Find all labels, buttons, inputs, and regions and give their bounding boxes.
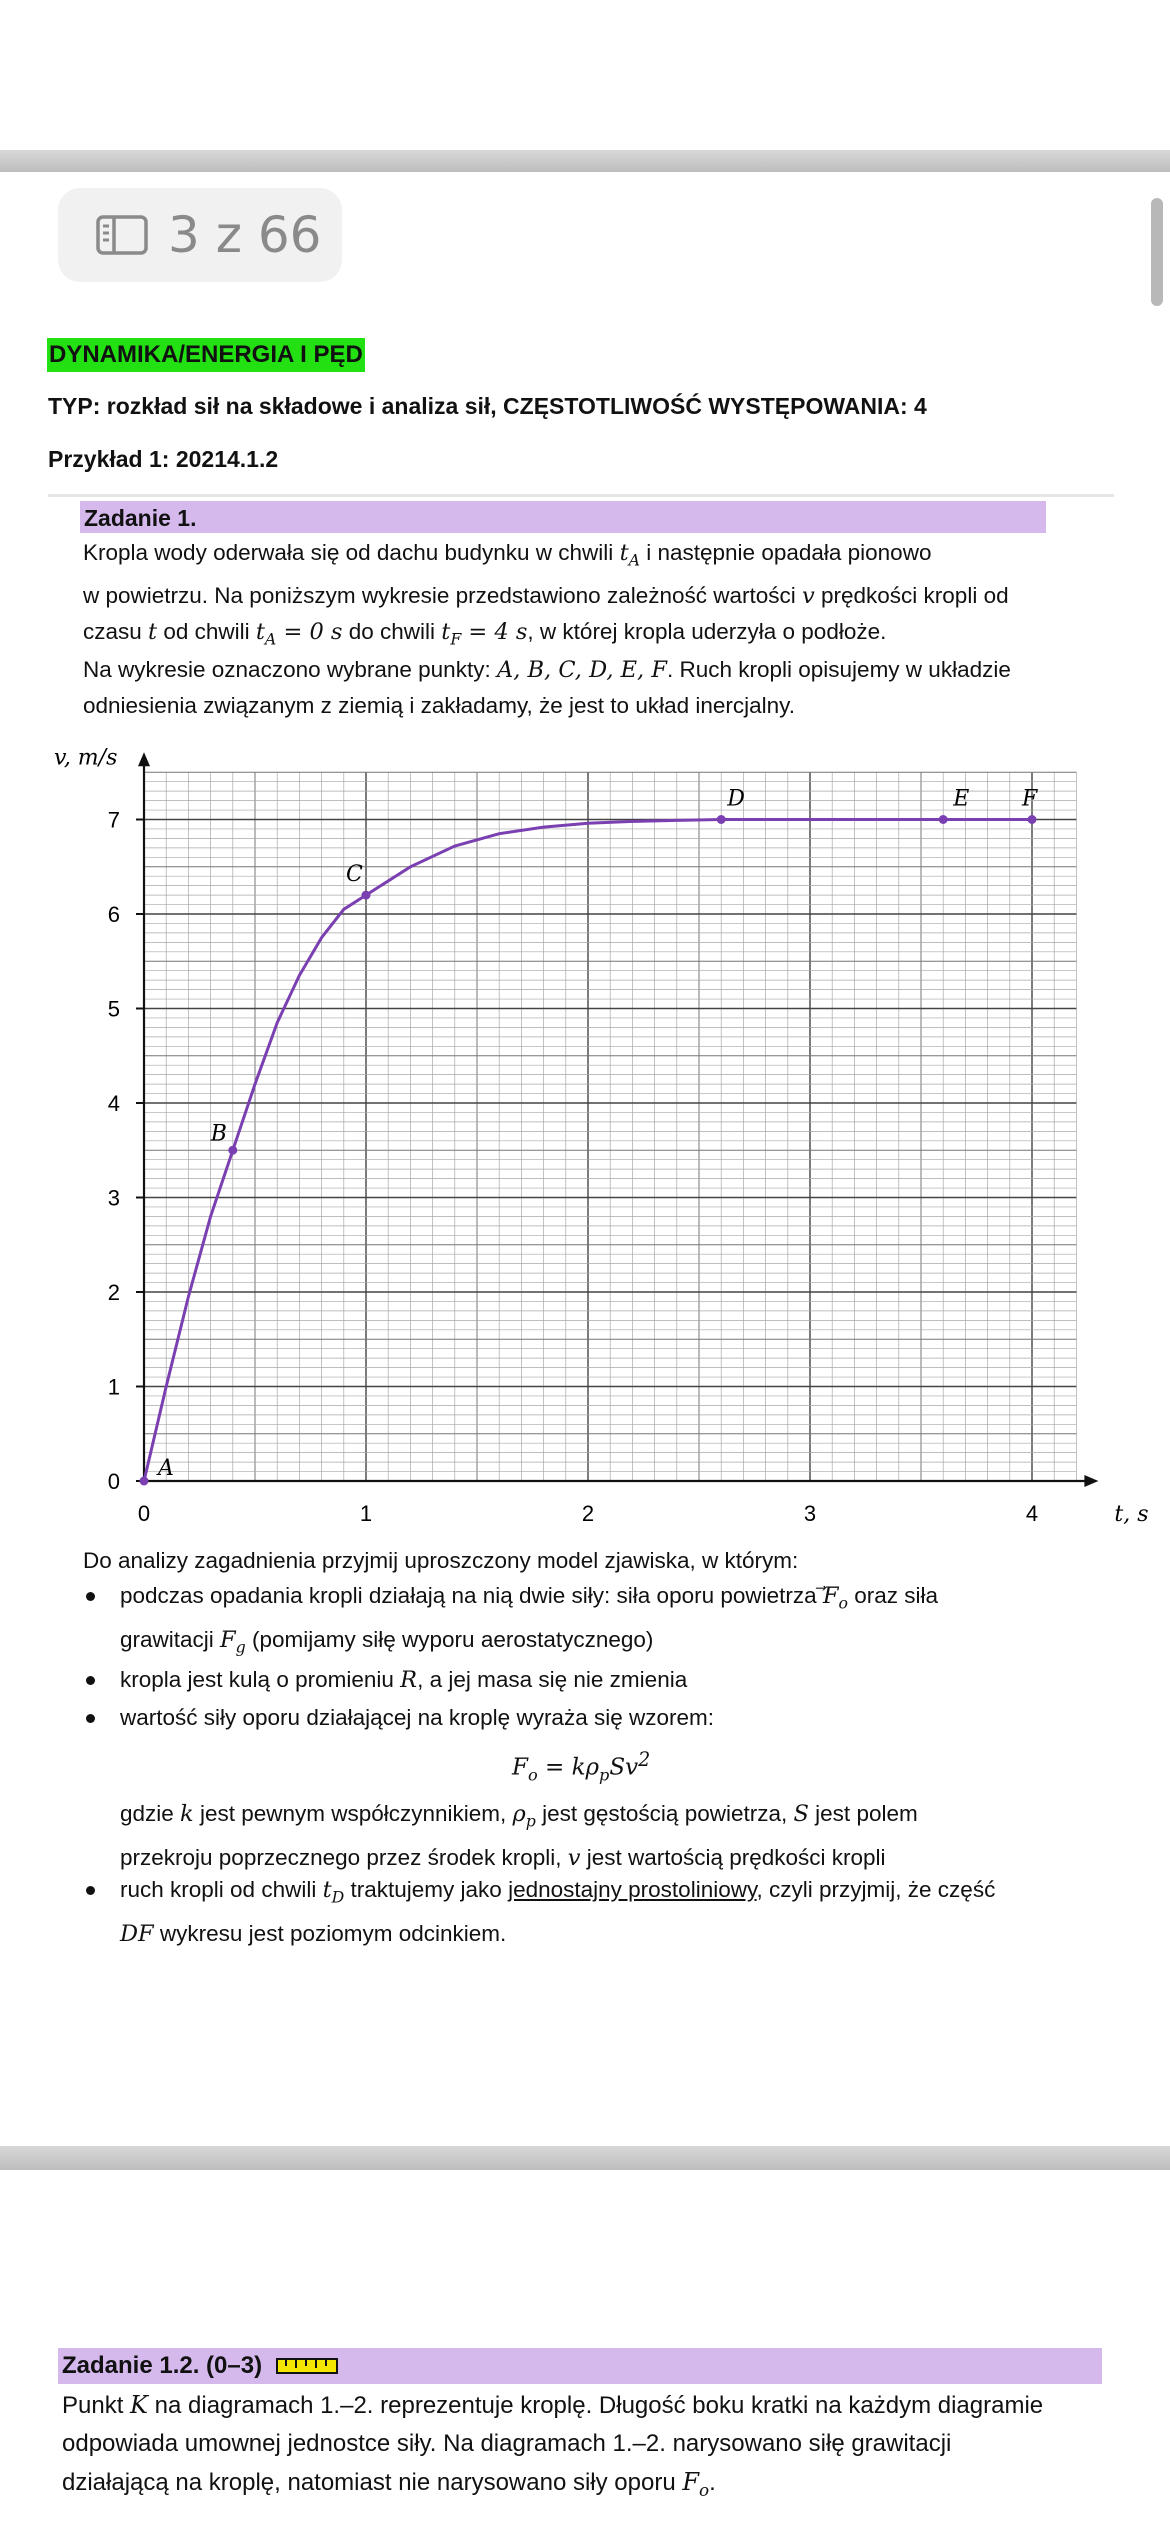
list-item: wartość siły oporu działającej na kroplę wyraża się wzorem: [120, 1700, 1060, 1736]
y-tick-label: 2 [107, 1280, 120, 1305]
point-label-E: E [953, 786, 970, 812]
task-paragraph-1: Kropla wody oderwała się od dachu budynku w chwili $t_A$ i następnie opadała pionowo w powietrzu. Na poniższym wykresie przedstawiono zależność wartości v prędkości kropli od czasu t od chwili $t_A = 0$ s do chwili $t_F = 4$ s, w której kropla uderzyła o podłoże. [83, 540, 1009, 648]
x-tick-label: 0 [137, 1501, 151, 1526]
point-label-F: F [1022, 786, 1038, 812]
list-item: ruch kropli od chwili $t_D$ traktujemy jako jednostajny prostoliniowy, czyli przyjmij, że część DF wykresu jest poziomym odcinkiem. [120, 1872, 1060, 1952]
point-label-D: D [727, 786, 745, 812]
y-axis-label: v, m/s [54, 746, 118, 771]
topic-tag: DYNAMIKA/ENERGIA I PĘD [47, 338, 365, 372]
task-title: Zadanie 1. [80, 501, 1046, 533]
task-1-2-title: Zadanie 1.2. (0–3) [58, 2348, 1102, 2384]
point-A [140, 1477, 149, 1486]
list-item: podczas opadania kropli działają na nią dwie siły: siła oporu powietrza $F_o$ oraz siła grawitacji $F_g$ (pomijamy siłę wyporu aerostatycznego) [120, 1578, 1060, 1665]
task-paragraph-2: Na wykresie oznaczono wybrane punkty: A, B, C, D, E, F. Ruch kropli opisujemy w układzie odniesienia związanym z ziemią i zakładamy, że jest to układ inercjalny. [83, 657, 1011, 718]
example-line: Przykład 1: 20214.1.2 [48, 446, 279, 472]
point-B [228, 1146, 237, 1155]
point-label-B: B [210, 1121, 227, 1147]
bullet-icon [86, 1714, 95, 1723]
x-tick-label: 3 [803, 1501, 817, 1526]
page-separator [0, 2146, 1170, 2170]
sidebar-panel-icon[interactable] [96, 215, 148, 255]
y-tick-label: 3 [107, 1185, 120, 1211]
x-axis-label: t, s [1114, 1502, 1149, 1527]
x-tick-label: 1 [359, 1501, 373, 1526]
chart-points [140, 787, 1039, 1486]
y-tick-label: 5 [107, 996, 120, 1022]
bullet-icon [86, 1676, 95, 1685]
point-label-C: C [346, 862, 363, 888]
chart-grid [144, 772, 1076, 1481]
x-tick-label: 4 [1025, 1501, 1039, 1526]
y-axis-arrow [138, 752, 150, 766]
y-tick-label: 0 [107, 1469, 120, 1494]
velocity-time-chart [0, 746, 1170, 1546]
y-tick-label: 4 [107, 1091, 120, 1116]
x-tick-label: 2 [581, 1501, 595, 1526]
model-intro: Do analizy zagadnienia przyjmij uproszczony model zjawiska, w którym: [83, 1548, 799, 1573]
bullet-icon [86, 1592, 95, 1601]
type-line: TYP: rozkład sił na składowe i analiza sił, CZĘSTOTLIWOŚĆ WYSTĘPOWANIA: 4 [48, 393, 927, 419]
bullet-icon [86, 1886, 95, 1895]
y-tick-label: 1 [107, 1374, 120, 1400]
ruler-icon [276, 2357, 338, 2375]
point-F [1028, 815, 1037, 824]
point-E [939, 815, 948, 824]
page-indicator[interactable] [58, 188, 342, 282]
task-1-2-paragraph: Punkt K na diagramach 1.–2. reprezentuje kroplę. Długość boku kratki na każdym diagramie odpowiada umownej jednostce siły. Na diagramach 1.–2. narysowano siłę grawitacji działającą na kroplę, natomiast nie narysowano siły oporu $F_o$. [62, 2391, 1044, 2500]
scrollbar-thumb[interactable] [1151, 198, 1163, 306]
divider [48, 494, 1114, 497]
y-tick-label: 7 [107, 807, 120, 833]
drag-formula: $F_o = k\rho_pSv^2$ [512, 1748, 651, 1785]
x-axis-arrow [1084, 1475, 1098, 1487]
page-indicator-label: 3 z 66 [168, 206, 322, 264]
point-D [717, 815, 726, 824]
formula-explanation: gdzie k jest pewnym współczynnikiem, $\rho_p$ jest gęstością powietrza, S jest polem przekroju poprzecznego przez środek kropli, v jest wartością prędkości kropli [120, 1801, 918, 1871]
point-label-A: A [158, 1456, 174, 1481]
point-C [362, 891, 371, 900]
list-item: kropla jest kulą o promieniu R, a jej masa się nie zmienia [120, 1662, 1060, 1698]
y-tick-label: 6 [107, 902, 120, 927]
top-separator [0, 150, 1170, 172]
